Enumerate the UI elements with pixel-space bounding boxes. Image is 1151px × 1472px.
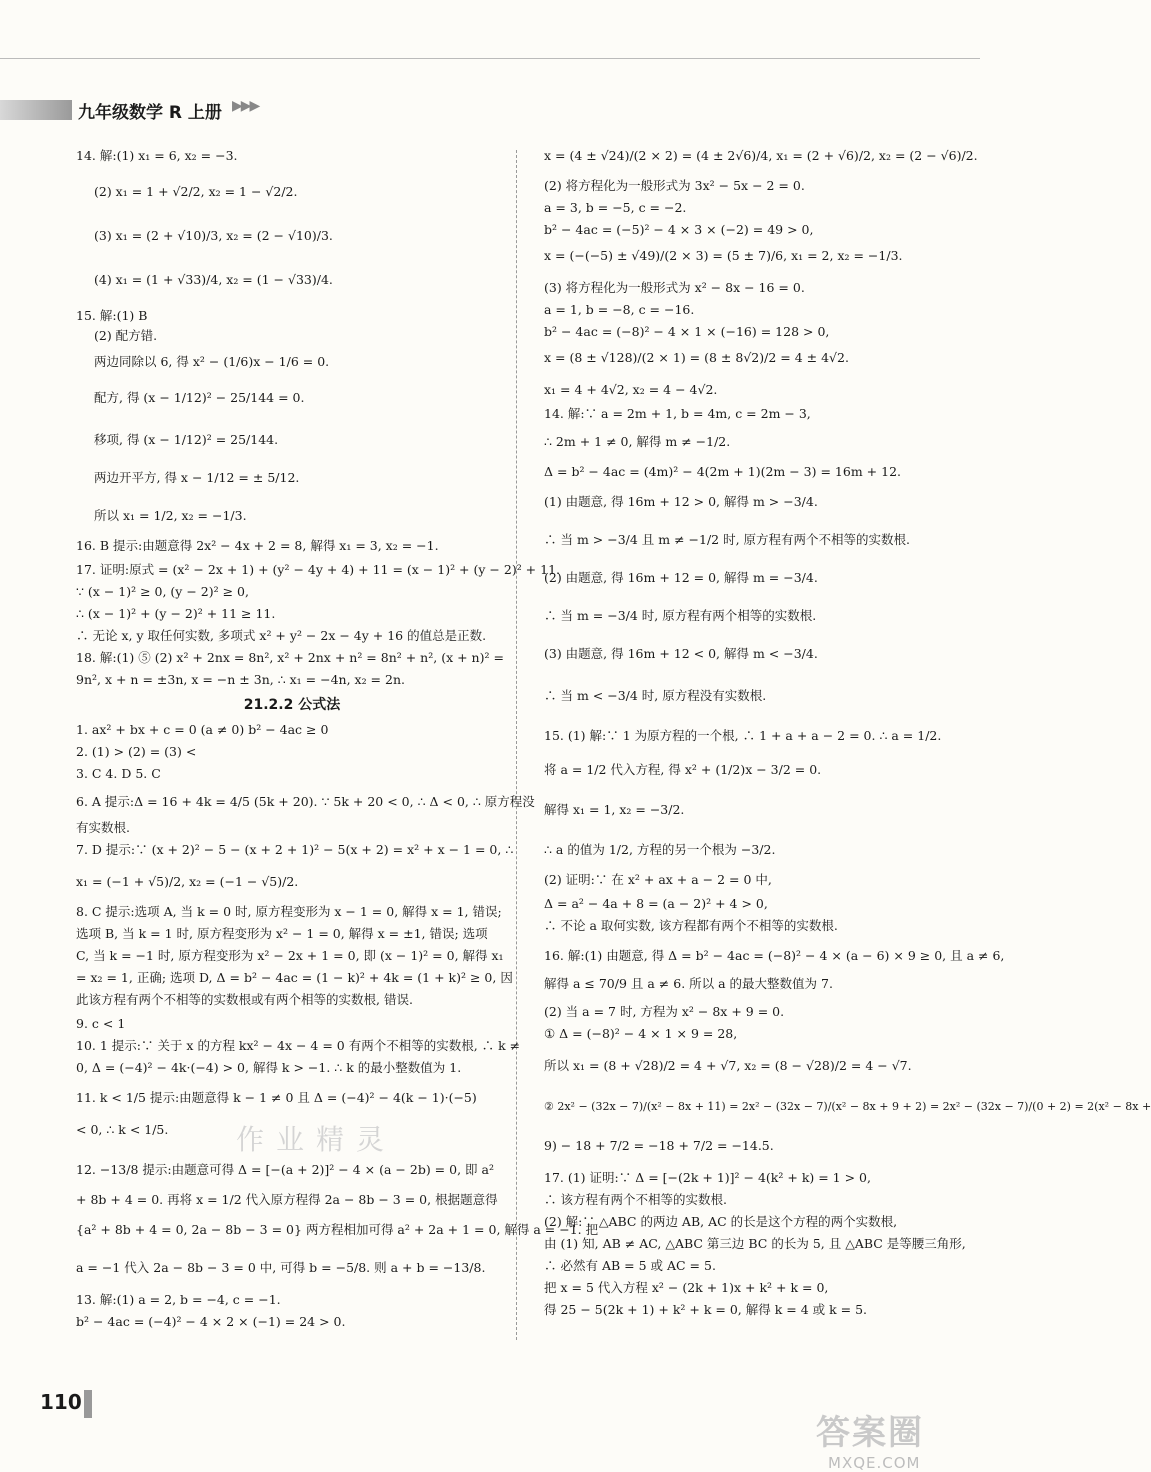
answer-line: {a² + 8b + 4 = 0, 2a − 8b − 3 = 0} 两方程相加可得 a² + 2a + 1 = 0, 解得 a = −1. 把 <box>76 1222 599 1237</box>
column-divider <box>516 150 517 1340</box>
answer-line: x = (4 ± √24)/(2 × 2) = (4 ± 2√6)/4, x₁ = (2 + √6)/2, x₂ = (2 − √6)/2. <box>544 148 978 163</box>
answer-line: a = 3, b = −5, c = −2. <box>544 200 687 215</box>
answer-line: x = (8 ± √128)/(2 × 1) = (8 ± 8√2)/2 = 4 ± 4√2. <box>544 350 849 365</box>
answer-line: (3) x₁ = (2 + √10)/3, x₂ = (2 − √10)/3. <box>94 228 333 243</box>
header-bar <box>0 100 72 120</box>
answer-line: 7. D 提示:∵ (x + 2)² − 5 − (x + 2 + 1)² − 5(x + 2) = x² + x − 1 = 0, ∴ <box>76 842 514 857</box>
answer-line: 得 25 − 5(2k + 1) + k² + k = 0, 解得 k = 4 或 k = 5. <box>544 1302 868 1317</box>
answer-line: 0, Δ = (−4)² − 4k·(−4) > 0, 解得 k > −1. ∴ k 的最小整数值为 1. <box>76 1060 462 1075</box>
answer-line: 此该方程有两个不相等的实数根或有两个相等的实数根, 错误. <box>76 992 413 1007</box>
answer-line: 配方, 得 (x − 1/12)² − 25/144 = 0. <box>94 390 305 405</box>
answer-line: ② 2x² − (32x − 7)/(x² − 8x + 11) = 2x² − (32x − 7)/(x² − 8x + 9 + 2) = 2x² − (32x − 7)/(0 + 2) = 2(x² − 8x + <box>544 1100 1151 1113</box>
answer-line: (2) 将方程化为一般形式为 3x² − 5x − 2 = 0. <box>544 178 805 193</box>
answer-line: b² − 4ac = (−4)² − 4 × 2 × (−1) = 24 > 0. <box>76 1314 346 1329</box>
answer-line: x = (−(−5) ± √49)/(2 × 3) = (5 ± 7)/6, x₁ = 2, x₂ = −1/3. <box>544 248 903 263</box>
header-title: 九年级数学 R 上册 <box>78 103 222 123</box>
answer-line: (3) 将方程化为一般形式为 x² − 8x − 16 = 0. <box>544 280 805 295</box>
answer-line: ∴ a 的值为 1/2, 方程的另一个根为 −3/2. <box>544 842 776 857</box>
answer-line: 8. C 提示:选项 A, 当 k = 0 时, 原方程变形为 x − 1 = 0, 解得 x = 1, 错误; <box>76 904 502 919</box>
answer-line: 解得 x₁ = 1, x₂ = −3/2. <box>544 802 685 817</box>
answer-line: 把 x = 5 代入方程 x² − (2k + 1)x + k² + k = 0, <box>544 1280 829 1295</box>
answer-line: 两边同除以 6, 得 x² − (1/6)x − 1/6 = 0. <box>94 354 330 369</box>
answer-line: (2) 由题意, 得 16m + 12 = 0, 解得 m = −3/4. <box>544 570 818 585</box>
answer-line: 选项 B, 当 k = 1 时, 原方程变形为 x² − 1 = 0, 解得 x = ±1, 错误; 选项 <box>76 926 488 941</box>
answer-line: 18. 解:(1) ⑤ (2) x² + 2nx = 8n², x² + 2nx + n² = 8n² + n², (x + n)² = <box>76 650 504 665</box>
answer-line: Δ = b² − 4ac = (4m)² − 4(2m + 1)(2m − 3) = 16m + 12. <box>544 464 901 479</box>
answer-line: 17. 证明:原式 = (x² − 2x + 1) + (y² − 4y + 4) + 11 = (x − 1)² + (y − 2)² + 11. <box>76 562 561 577</box>
page-number: 110 <box>40 1390 82 1414</box>
answer-line: ∴ 该方程有两个不相等的实数根. <box>544 1192 727 1207</box>
answer-line: 有实数根. <box>76 820 130 835</box>
top-rule <box>0 58 980 59</box>
answer-line: 1. ax² + bx + c = 0 (a ≠ 0) b² − 4ac ≥ 0 <box>76 722 329 737</box>
answer-line: (3) 由题意, 得 16m + 12 < 0, 解得 m < −3/4. <box>544 646 818 661</box>
answer-line: (2) 解:∵ △ABC 的两边 AB, AC 的长是这个方程的两个实数根, <box>544 1214 898 1229</box>
answer-line: 由 (1) 知, AB ≠ AC, △ABC 第三边 BC 的长为 5, 且 △ABC 是等腰三角形, <box>544 1236 966 1251</box>
answer-line: ∴ 无论 x, y 取任何实数, 多项式 x² + y² − 2x − 4y + 16 的值总是正数. <box>76 628 487 643</box>
answer-line: 11. k < 1/5 提示:由题意得 k − 1 ≠ 0 且 Δ = (−4)² − 4(k − 1)·(−5) <box>76 1090 477 1105</box>
answer-line: (2) x₁ = 1 + √2/2, x₂ = 1 − √2/2. <box>94 184 298 199</box>
answer-line: 9n², x + n = ±3n, x = −n ± 3n, ∴ x₁ = −4n, x₂ = 2n. <box>76 672 405 687</box>
answer-line: (2) 配方错. <box>94 328 158 343</box>
answer-line: b² − 4ac = (−8)² − 4 × 1 × (−16) = 128 > 0, <box>544 324 830 339</box>
answer-line: 2. (1) > (2) = (3) < <box>76 744 197 759</box>
answer-line: 17. (1) 证明:∵ Δ = [−(2k + 1)]² − 4(k² + k) = 1 > 0, <box>544 1170 871 1185</box>
answer-line: x₁ = 4 + 4√2, x₂ = 4 − 4√2. <box>544 382 718 397</box>
answer-line: 移项, 得 (x − 1/12)² = 25/144. <box>94 432 279 447</box>
answer-line: 所以 x₁ = (8 + √28)/2 = 4 + √7, x₂ = (8 − √28)/2 = 4 − √7. <box>544 1058 912 1073</box>
answer-line: 16. 解:(1) 由题意, 得 Δ = b² − 4ac = (−8)² − 4 × (a − 6) × 9 ≥ 0, 且 a ≠ 6, <box>544 948 1005 963</box>
answer-line: 9) − 18 + 7/2 = −18 + 7/2 = −14.5. <box>544 1138 774 1153</box>
answer-line: ∴ 当 m < −3/4 时, 原方程没有实数根. <box>544 688 767 703</box>
answer-line: C, 当 k = −1 时, 原方程变形为 x² − 2x + 1 = 0, 即 (x − 1)² = 0, 解得 x₁ <box>76 948 504 963</box>
answer-line: ∴ 当 m > −3/4 且 m ≠ −1/2 时, 原方程有两个不相等的实数根. <box>544 532 911 547</box>
answer-line: ∴ 当 m = −3/4 时, 原方程有两个相等的实数根. <box>544 608 817 623</box>
answer-line: 10. 1 提示:∵ 关于 x 的方程 kx² − 4x − 4 = 0 有两个不相等的实数根, ∴ k ≠ <box>76 1038 521 1053</box>
answer-line: + 8b + 4 = 0. 再将 x = 1/2 代入原方程得 2a − 8b − 3 = 0, 根据题意得 <box>76 1192 498 1207</box>
page-header <box>0 96 300 124</box>
answer-line: 16. B 提示:由题意得 2x² − 4x + 2 = 8, 解得 x₁ = 3, x₂ = −1. <box>76 538 439 553</box>
answer-line: = x₂ = 1, 正确; 选项 D, Δ = b² − 4ac = (1 − k)² + 4k = (1 + k)² ≥ 0, 因 <box>76 970 513 985</box>
answer-line: (2) 当 a = 7 时, 方程为 x² − 8x + 9 = 0. <box>544 1004 785 1019</box>
answer-line: ① Δ = (−8)² − 4 × 1 × 9 = 28, <box>544 1026 738 1041</box>
answer-line: 3. C 4. D 5. C <box>76 766 161 781</box>
answer-line: 14. 解:∵ a = 2m + 1, b = 4m, c = 2m − 3, <box>544 406 811 421</box>
watermark-site: MXQE.COM <box>828 1454 921 1472</box>
answer-line: 13. 解:(1) a = 2, b = −4, c = −1. <box>76 1292 281 1307</box>
answer-line: (2) 证明:∵ 在 x² + ax + a − 2 = 0 中, <box>544 872 772 887</box>
answer-line: b² − 4ac = (−5)² − 4 × 3 × (−2) = 49 > 0, <box>544 222 814 237</box>
answer-line: ∵ (x − 1)² ≥ 0, (y − 2)² ≥ 0, <box>76 584 249 599</box>
answer-line: a = −1 代入 2a − 8b − 3 = 0 中, 可得 b = −5/8. 则 a + b = −13/8. <box>76 1260 486 1275</box>
page-number-bar <box>84 1390 92 1418</box>
answer-line: 12. −13/8 提示:由题意可得 Δ = [−(a + 2)]² − 4 × (a − 2b) = 0, 即 a² <box>76 1162 494 1177</box>
answer-line: ∴ 必然有 AB = 5 或 AC = 5. <box>544 1258 716 1273</box>
answer-line: 6. A 提示:Δ = 16 + 4k = 4/5 (5k + 20). ∵ 5k + 20 < 0, ∴ Δ < 0, ∴ 原方程没 <box>76 794 535 809</box>
answer-line: 两边开平方, 得 x − 1/12 = ± 5/12. <box>94 470 300 485</box>
header-arrows-icon: ▶▶▶ <box>232 98 259 114</box>
answer-line: (4) x₁ = (1 + √33)/4, x₂ = (1 − √33)/4. <box>94 272 333 287</box>
answer-line: < 0, ∴ k < 1/5. <box>76 1122 169 1137</box>
answer-line: a = 1, b = −8, c = −16. <box>544 302 695 317</box>
watermark <box>816 1405 986 1472</box>
answer-line: ∴ 2m + 1 ≠ 0, 解得 m ≠ −1/2. <box>544 434 731 449</box>
answer-line: 14. 解:(1) x₁ = 6, x₂ = −3. <box>76 148 238 163</box>
answer-line: 15. 解:(1) B <box>76 308 148 323</box>
answer-line: 将 a = 1/2 代入方程, 得 x² + (1/2)x − 3/2 = 0. <box>544 762 822 777</box>
answer-line: ∴ 不论 a 取何实数, 该方程都有两个不相等的实数根. <box>544 918 838 933</box>
section-heading: 21.2.2 公式法 <box>243 697 341 713</box>
answer-line: 所以 x₁ = 1/2, x₂ = −1/3. <box>94 508 247 523</box>
answer-line: ∴ (x − 1)² + (y − 2)² + 11 ≥ 11. <box>76 606 276 621</box>
answer-line: x₁ = (−1 + √5)/2, x₂ = (−1 − √5)/2. <box>76 874 299 889</box>
answer-line: 解得 a ≤ 70/9 且 a ≠ 6. 所以 a 的最大整数值为 7. <box>544 976 833 991</box>
answer-line: (1) 由题意, 得 16m + 12 > 0, 解得 m > −3/4. <box>544 494 818 509</box>
faint-stamp: 作业精灵 <box>236 1123 397 1156</box>
answer-line: Δ = a² − 4a + 8 = (a − 2)² + 4 > 0, <box>544 896 768 911</box>
answer-line: 15. (1) 解:∵ 1 为原方程的一个根, ∴ 1 + a + a − 2 = 0. ∴ a = 1/2. <box>544 728 942 743</box>
watermark-logo: 答案圈 <box>816 1413 924 1453</box>
answer-line: 9. c < 1 <box>76 1016 126 1031</box>
